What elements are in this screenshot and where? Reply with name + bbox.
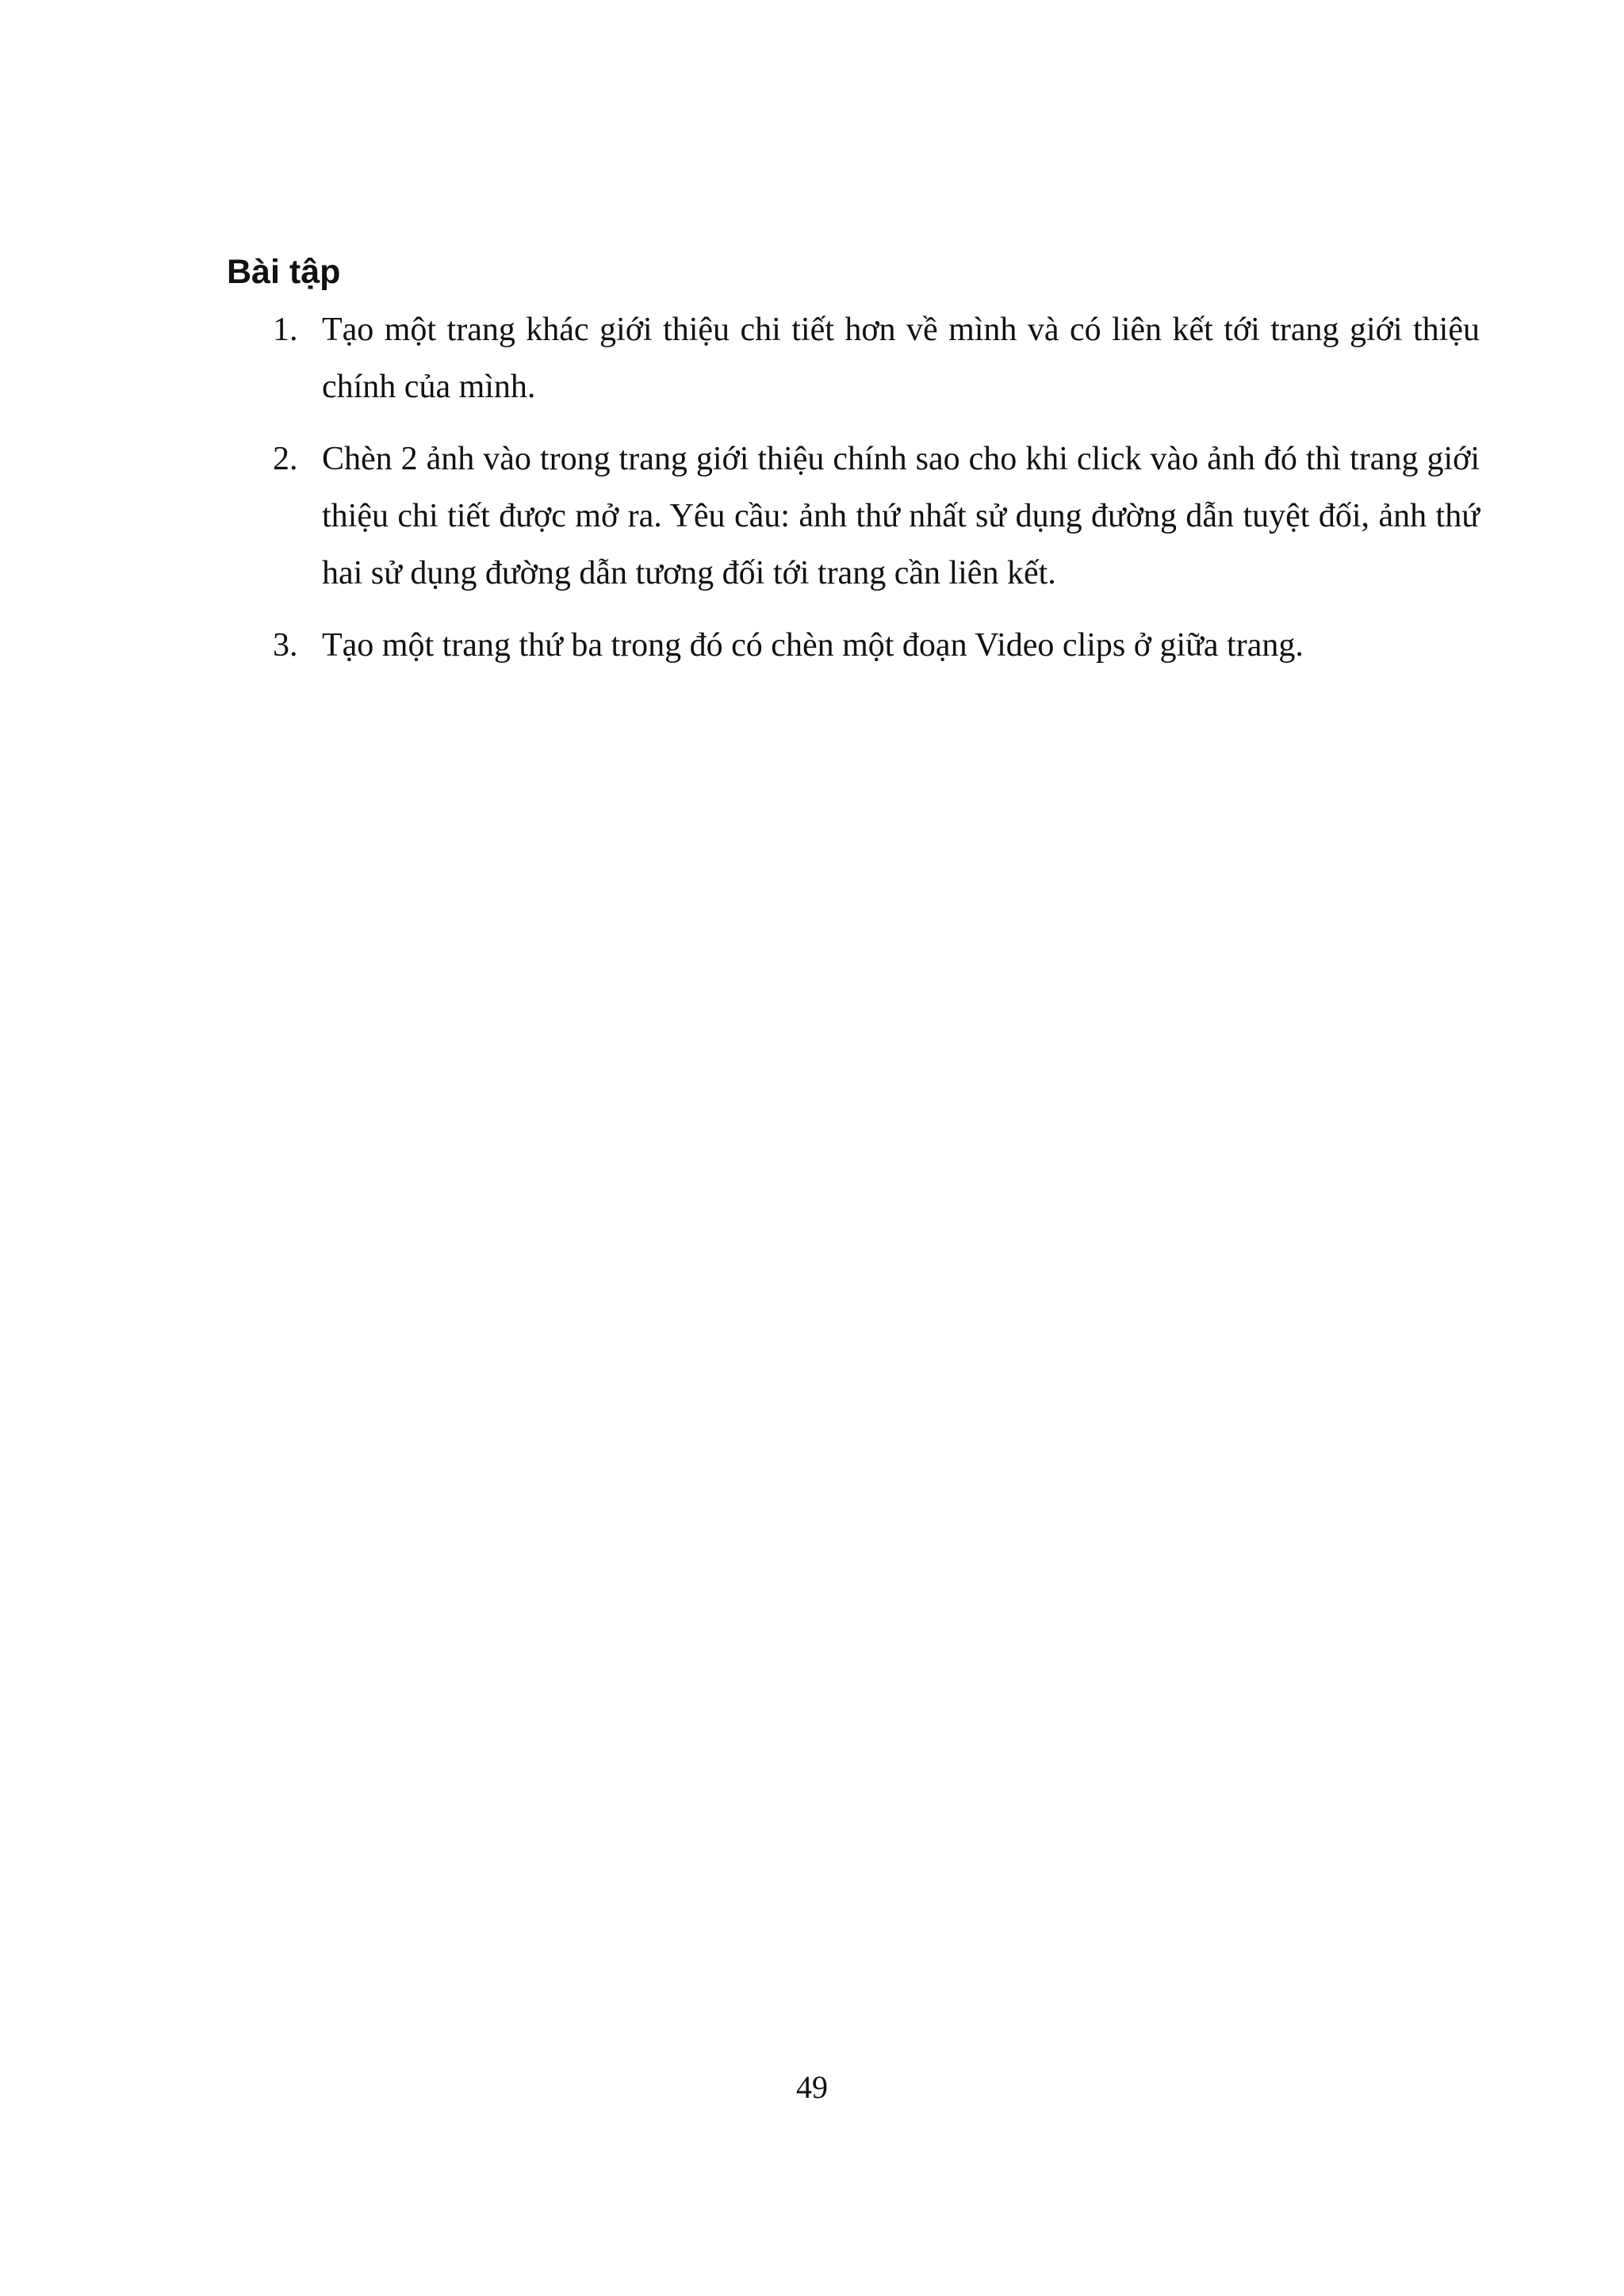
exercise-number: 1. (273, 312, 298, 348)
exercise-text: Chèn 2 ảnh vào trong trang giới thiệu chính sao cho khi click vào ảnh đó thì trang giới thiệu chi tiết được mở ra. Yêu cầu: ảnh thứ nhất sử dụng đường dẫn tuyệt đối, ảnh thứ hai sử dụng đường dẫn tương đối tới trang cần liên kết. (322, 441, 1480, 591)
exercise-text: Tạo một trang thứ ba trong đó có chèn một đoạn Video clips ở giữa trang. (322, 627, 1304, 664)
exercise-list (0, 301, 1624, 674)
exercise-number: 2. (273, 441, 298, 477)
exercise-item-3 (0, 617, 1624, 674)
exercise-item-2 (0, 430, 1624, 617)
page-number: 49 (796, 2069, 828, 2105)
section-heading: Bài tập (227, 253, 341, 291)
exercise-text: Tạo một trang khác giới thiệu chi tiết hơn về mình và có liên kết tới trang giới thiệu chính của mình. (322, 312, 1480, 405)
exercise-number: 3. (273, 627, 298, 664)
exercise-item-1 (0, 301, 1624, 430)
